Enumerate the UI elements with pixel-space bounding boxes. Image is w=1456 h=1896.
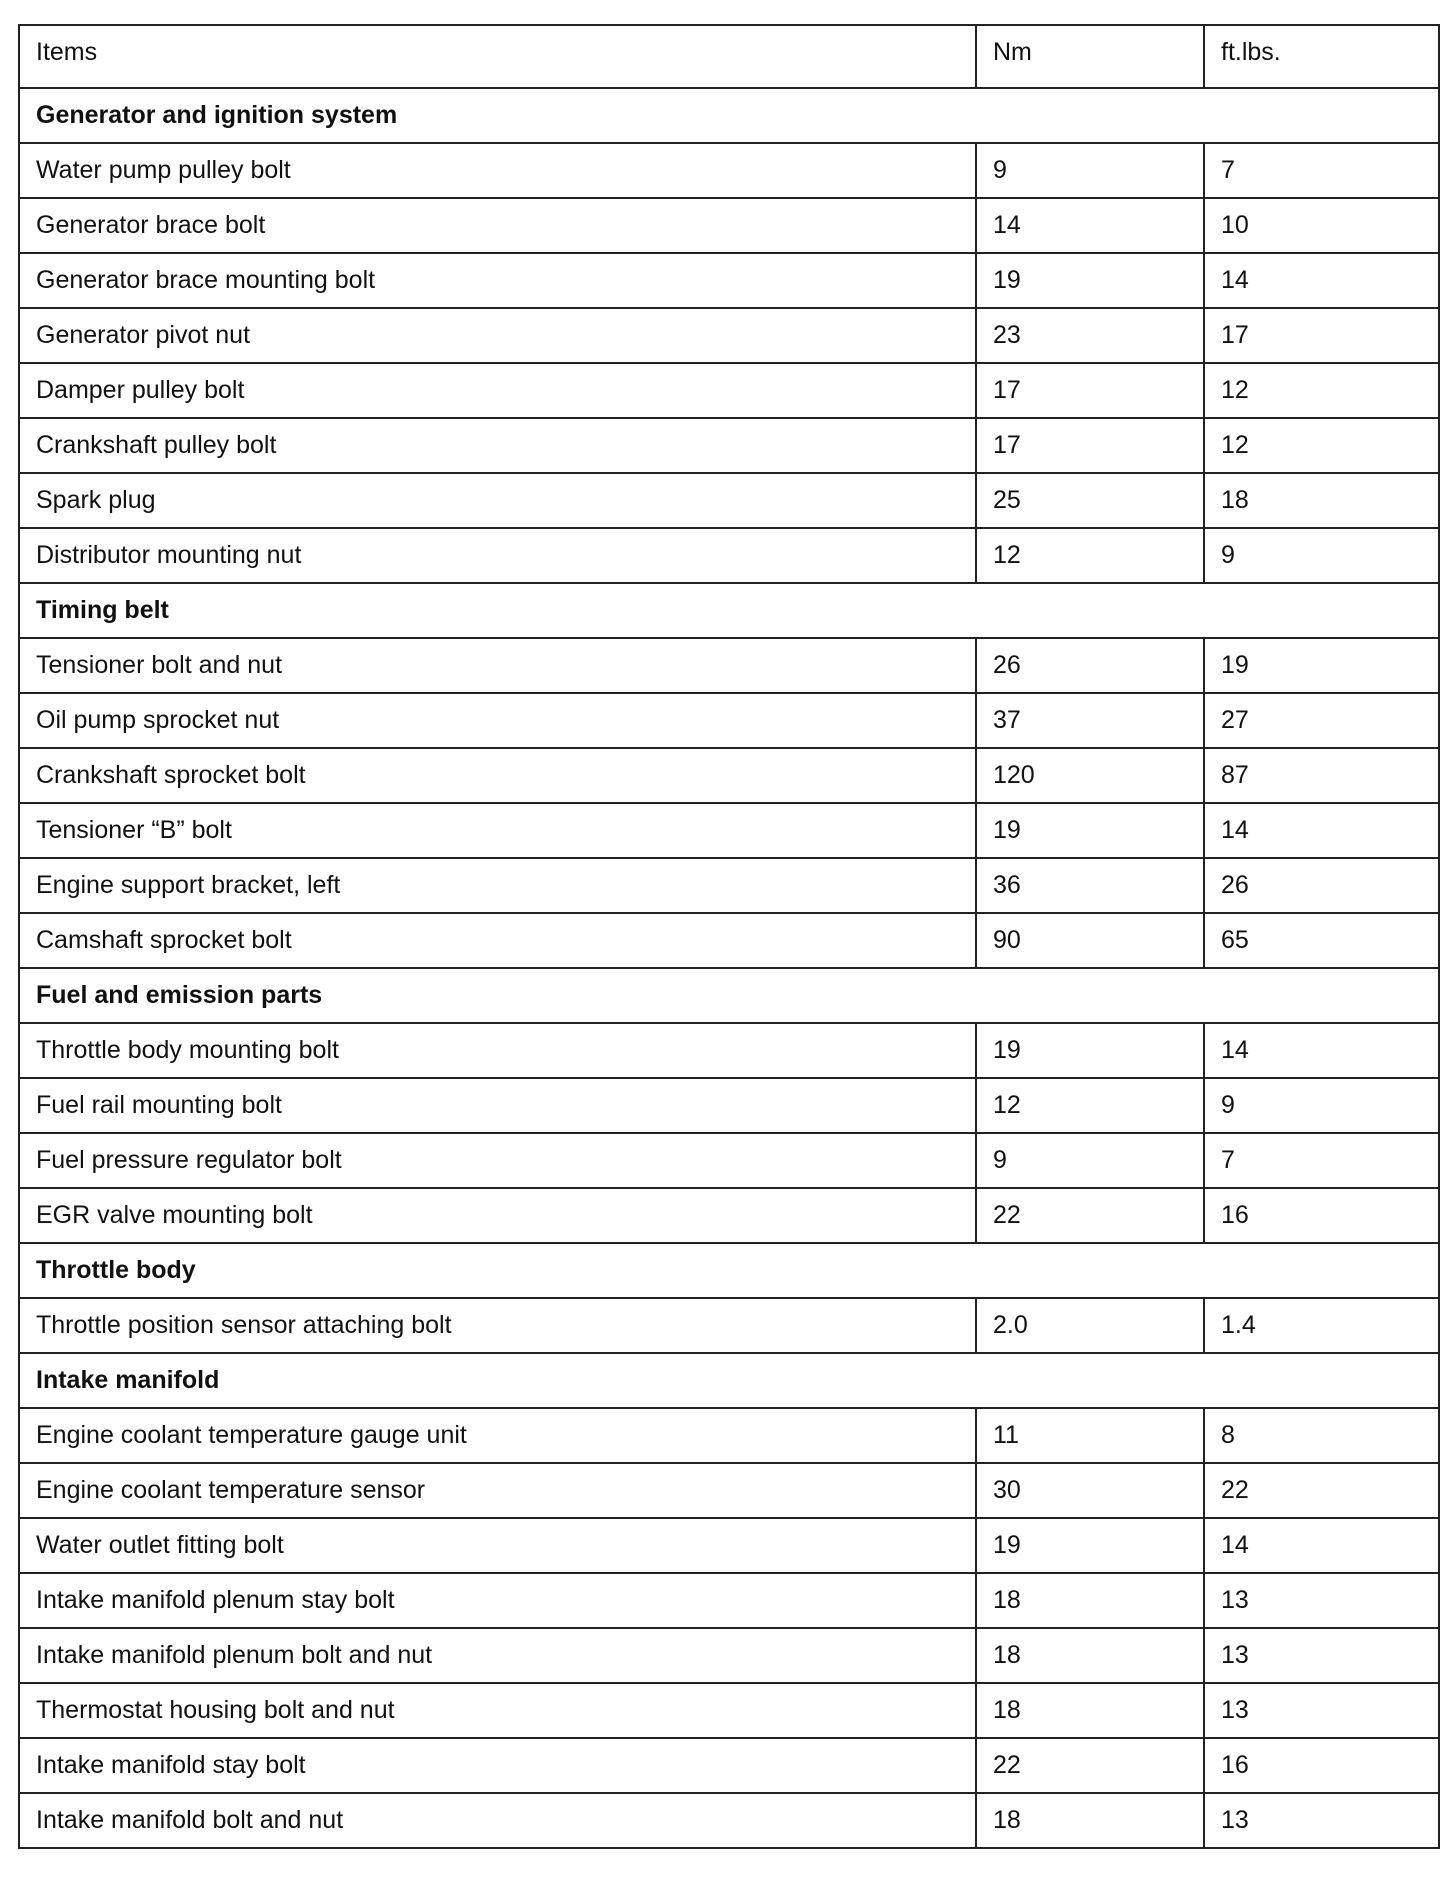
- ftlbs-value-cell: 7: [1204, 143, 1439, 198]
- table-row: [19, 1188, 1439, 1243]
- nm-value-cell: 22: [976, 1738, 1204, 1793]
- table-row: [19, 528, 1439, 583]
- item-name-cell: Fuel rail mounting bolt: [19, 1078, 976, 1133]
- ftlbs-value-cell: 12: [1204, 363, 1439, 418]
- item-name-cell: Fuel pressure regulator bolt: [19, 1133, 976, 1188]
- item-name-cell: Intake manifold plenum stay bolt: [19, 1573, 976, 1628]
- section-title: Intake manifold: [19, 1353, 1439, 1408]
- ftlbs-value-cell: 12: [1204, 418, 1439, 473]
- item-name-cell: Distributor mounting nut: [19, 528, 976, 583]
- table-row: [19, 418, 1439, 473]
- section-title: Timing belt: [19, 583, 1439, 638]
- ftlbs-value-cell: 22: [1204, 1463, 1439, 1518]
- nm-value-cell: 14: [976, 198, 1204, 253]
- item-name-cell: Generator pivot nut: [19, 308, 976, 363]
- ftlbs-value-cell: 16: [1204, 1188, 1439, 1243]
- nm-value-cell: 9: [976, 1133, 1204, 1188]
- item-name-cell: Intake manifold stay bolt: [19, 1738, 976, 1793]
- nm-value-cell: 17: [976, 363, 1204, 418]
- section-title: Generator and ignition system: [19, 88, 1439, 143]
- nm-value-cell: 11: [976, 1408, 1204, 1463]
- nm-value-cell: 19: [976, 1023, 1204, 1078]
- nm-value-cell: 36: [976, 858, 1204, 913]
- table-row: [19, 198, 1439, 253]
- ftlbs-value-cell: 14: [1204, 253, 1439, 308]
- item-name-cell: Tensioner bolt and nut: [19, 638, 976, 693]
- section-header-row: [19, 968, 1439, 1023]
- nm-value-cell: 19: [976, 1518, 1204, 1573]
- table-row: [19, 1518, 1439, 1573]
- ftlbs-value-cell: 13: [1204, 1573, 1439, 1628]
- nm-value-cell: 25: [976, 473, 1204, 528]
- nm-value-cell: 22: [976, 1188, 1204, 1243]
- item-name-cell: Tensioner “B” bolt: [19, 803, 976, 858]
- ftlbs-value-cell: 65: [1204, 913, 1439, 968]
- table-row: [19, 253, 1439, 308]
- nm-value-cell: 2.0: [976, 1298, 1204, 1353]
- item-name-cell: Camshaft sprocket bolt: [19, 913, 976, 968]
- table-row: [19, 1793, 1439, 1848]
- ftlbs-value-cell: 10: [1204, 198, 1439, 253]
- ftlbs-value-cell: 14: [1204, 1518, 1439, 1573]
- ftlbs-value-cell: 7: [1204, 1133, 1439, 1188]
- nm-value-cell: 18: [976, 1628, 1204, 1683]
- ftlbs-value-cell: 18: [1204, 473, 1439, 528]
- item-name-cell: Intake manifold plenum bolt and nut: [19, 1628, 976, 1683]
- ftlbs-value-cell: 9: [1204, 528, 1439, 583]
- nm-value-cell: 23: [976, 308, 1204, 363]
- table-row: [19, 1683, 1439, 1738]
- nm-value-cell: 18: [976, 1683, 1204, 1738]
- column-header-items: Items: [19, 25, 976, 88]
- item-name-cell: Damper pulley bolt: [19, 363, 976, 418]
- item-name-cell: Crankshaft pulley bolt: [19, 418, 976, 473]
- section-title: Fuel and emission parts: [19, 968, 1439, 1023]
- item-name-cell: Water outlet fitting bolt: [19, 1518, 976, 1573]
- ftlbs-value-cell: 14: [1204, 803, 1439, 858]
- table-row: [19, 473, 1439, 528]
- nm-value-cell: 12: [976, 528, 1204, 583]
- section-header-row: [19, 88, 1439, 143]
- table-row: [19, 1738, 1439, 1793]
- item-name-cell: Water pump pulley bolt: [19, 143, 976, 198]
- nm-value-cell: 17: [976, 418, 1204, 473]
- nm-value-cell: 19: [976, 803, 1204, 858]
- ftlbs-value-cell: 13: [1204, 1683, 1439, 1738]
- item-name-cell: Thermostat housing bolt and nut: [19, 1683, 976, 1738]
- ftlbs-value-cell: 9: [1204, 1078, 1439, 1133]
- item-name-cell: Intake manifold bolt and nut: [19, 1793, 976, 1848]
- table-row: [19, 1133, 1439, 1188]
- section-header-row: [19, 1243, 1439, 1298]
- nm-value-cell: 30: [976, 1463, 1204, 1518]
- column-header-ftlbs: ft.lbs.: [1204, 25, 1439, 88]
- item-name-cell: Crankshaft sprocket bolt: [19, 748, 976, 803]
- section-header-row: [19, 1353, 1439, 1408]
- item-name-cell: Throttle position sensor attaching bolt: [19, 1298, 976, 1353]
- nm-value-cell: 26: [976, 638, 1204, 693]
- table-row: [19, 143, 1439, 198]
- ftlbs-value-cell: 1.4: [1204, 1298, 1439, 1353]
- nm-value-cell: 37: [976, 693, 1204, 748]
- table-row: [19, 1628, 1439, 1683]
- item-name-cell: Generator brace bolt: [19, 198, 976, 253]
- nm-value-cell: 18: [976, 1573, 1204, 1628]
- nm-value-cell: 12: [976, 1078, 1204, 1133]
- item-name-cell: EGR valve mounting bolt: [19, 1188, 976, 1243]
- table-row: [19, 693, 1439, 748]
- ftlbs-value-cell: 19: [1204, 638, 1439, 693]
- ftlbs-value-cell: 87: [1204, 748, 1439, 803]
- item-name-cell: Oil pump sprocket nut: [19, 693, 976, 748]
- table-row: [19, 1298, 1439, 1353]
- item-name-cell: Engine coolant temperature gauge unit: [19, 1408, 976, 1463]
- table-row: [19, 1408, 1439, 1463]
- table-row: [19, 913, 1439, 968]
- ftlbs-value-cell: 14: [1204, 1023, 1439, 1078]
- table-row: [19, 1573, 1439, 1628]
- nm-value-cell: 9: [976, 143, 1204, 198]
- table-row: [19, 638, 1439, 693]
- ftlbs-value-cell: 16: [1204, 1738, 1439, 1793]
- item-name-cell: Engine support bracket, left: [19, 858, 976, 913]
- table-row: [19, 858, 1439, 913]
- nm-value-cell: 90: [976, 913, 1204, 968]
- ftlbs-value-cell: 13: [1204, 1628, 1439, 1683]
- table-row: [19, 308, 1439, 363]
- table-header-row: [19, 25, 1439, 88]
- nm-value-cell: 18: [976, 1793, 1204, 1848]
- ftlbs-value-cell: 27: [1204, 693, 1439, 748]
- section-header-row: [19, 583, 1439, 638]
- torque-spec-table: [18, 24, 1440, 1849]
- item-name-cell: Spark plug: [19, 473, 976, 528]
- nm-value-cell: 120: [976, 748, 1204, 803]
- ftlbs-value-cell: 8: [1204, 1408, 1439, 1463]
- table-body: [19, 25, 1439, 1848]
- ftlbs-value-cell: 17: [1204, 308, 1439, 363]
- item-name-cell: Throttle body mounting bolt: [19, 1023, 976, 1078]
- table-row: [19, 1463, 1439, 1518]
- table-row: [19, 803, 1439, 858]
- item-name-cell: Engine coolant temperature sensor: [19, 1463, 976, 1518]
- table-row: [19, 363, 1439, 418]
- ftlbs-value-cell: 13: [1204, 1793, 1439, 1848]
- item-name-cell: Generator brace mounting bolt: [19, 253, 976, 308]
- column-header-nm: Nm: [976, 25, 1204, 88]
- nm-value-cell: 19: [976, 253, 1204, 308]
- table-row: [19, 748, 1439, 803]
- ftlbs-value-cell: 26: [1204, 858, 1439, 913]
- section-title: Throttle body: [19, 1243, 1439, 1298]
- table-row: [19, 1023, 1439, 1078]
- table-row: [19, 1078, 1439, 1133]
